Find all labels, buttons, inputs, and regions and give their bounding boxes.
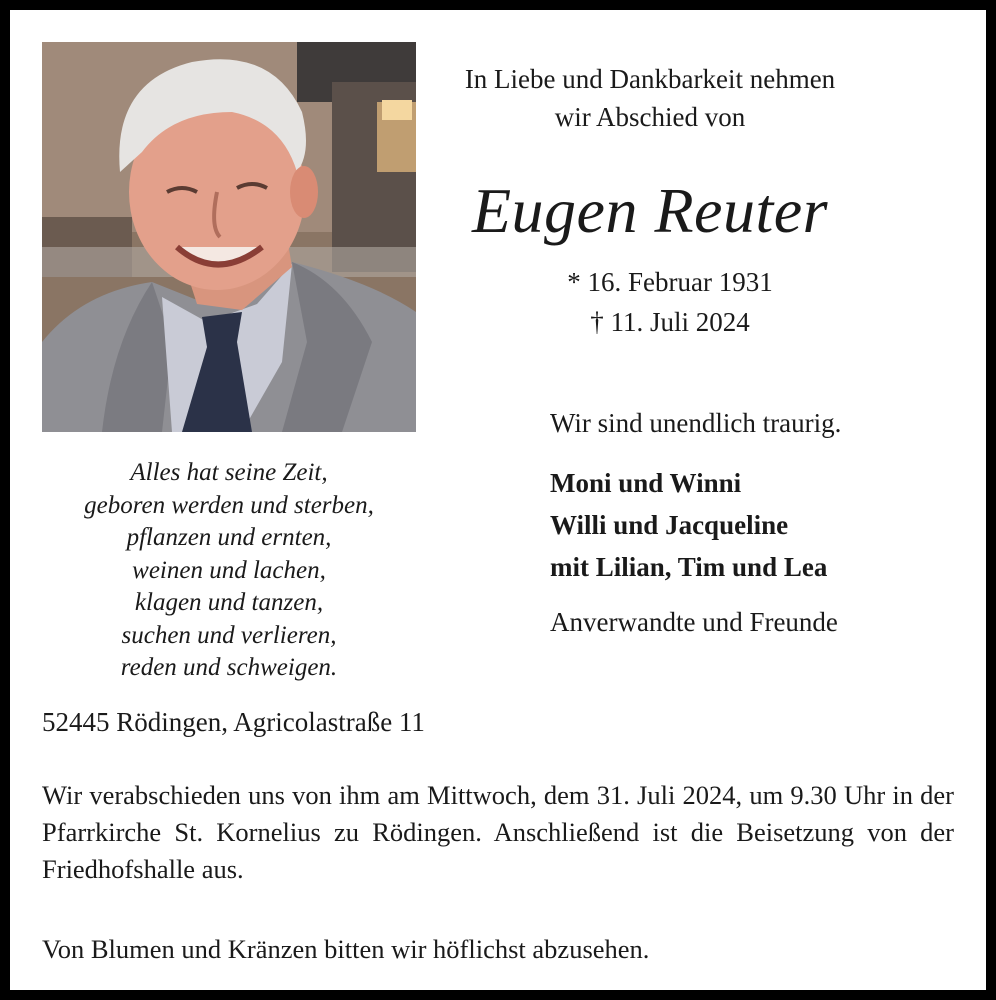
relatives-friends: Anverwandte und Freunde — [550, 607, 838, 637]
poem-line: pflanzen und ernten, — [126, 524, 332, 551]
portrait-photo — [42, 42, 416, 432]
address: 52445 Rödingen, Agricolastraße 11 — [42, 707, 425, 737]
mourning-line: Wir sind unendlich traurig. — [550, 408, 842, 438]
family-name-line: Willi und Jacqueline — [550, 510, 789, 540]
intro-line-2: wir Abschied von — [554, 102, 746, 132]
family-name-line: mit Lilian, Tim und Lea — [550, 552, 828, 582]
poem-line: klagen und tanzen, — [134, 589, 324, 616]
portrait-photo-image — [42, 42, 416, 432]
flowers-note: Von Blumen und Kränzen bitten wir höflichst abzusehen. — [42, 934, 650, 964]
poem — [42, 457, 416, 685]
obituary-card — [10, 10, 986, 990]
poem-line: weinen und lachen, — [132, 556, 326, 584]
birth-date: * 16. Februar 1931 — [567, 267, 773, 297]
intro-text — [450, 60, 850, 136]
death-date: † 11. Juli 2024 — [590, 307, 750, 337]
poem-line: Alles hat seine Zeit, — [130, 459, 328, 486]
poem-line: reden und schweigen. — [120, 654, 338, 681]
poem-line: suchen und verlieren, — [121, 621, 337, 649]
life-dates — [530, 262, 810, 342]
poem-line: geboren werden und sterben, — [84, 491, 374, 519]
intro-line-1: In Liebe und Dankbarkeit nehmen — [464, 64, 836, 94]
deceased-name: Eugen Reuter — [471, 175, 829, 246]
service-info: Wir verabschieden uns von ihm am Mittwoch, dem 31. Juli 2024, um 9.30 Uhr in der Pfarrkirche St. Kornelius zu Rödingen. Anschließend ist die Beisetzung von der Friedhofshalle aus. — [42, 780, 954, 884]
family-names — [550, 462, 970, 588]
family-name-line: Moni und Winni — [550, 468, 742, 498]
